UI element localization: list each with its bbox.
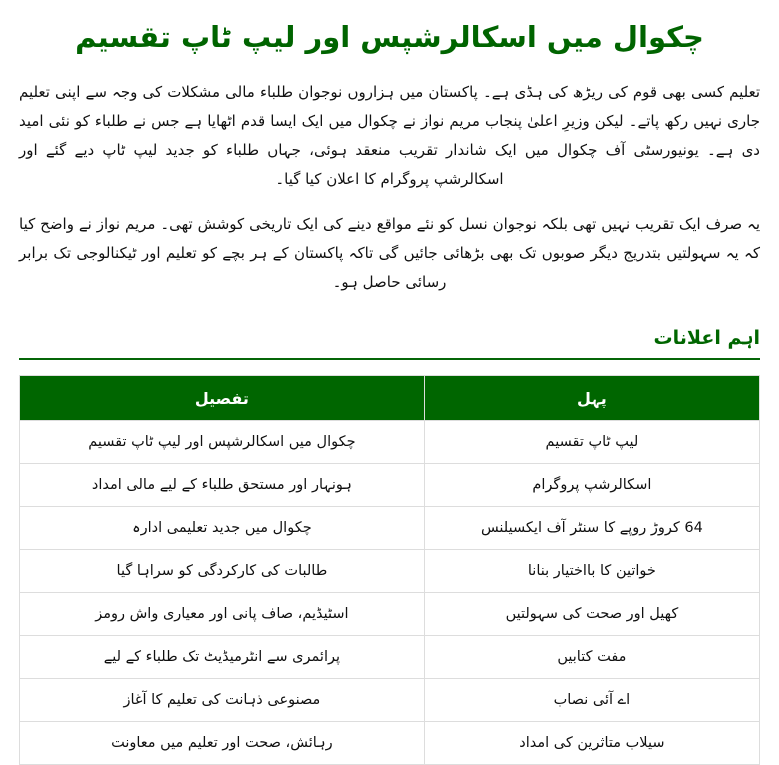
section-heading-announcements: اہم اعلانات <box>19 313 760 360</box>
column-header-detail: تفصیل <box>20 376 425 421</box>
cell-initiative: سیلاب متاثرین کی امداد <box>424 722 759 765</box>
page-title: چکوال میں اسکالرشپس اور لیپ ٹاپ تقسیم <box>75 20 704 54</box>
announcements-table <box>19 375 760 765</box>
table-row <box>20 679 760 722</box>
cell-initiative: لیپ ٹاپ تقسیم <box>424 421 759 464</box>
cell-detail: مصنوعی ذہانت کی تعلیم کا آغاز <box>20 679 425 722</box>
cell-initiative: خواتین کا بااختیار بنانا <box>424 550 759 593</box>
cell-initiative: اے آئی نصاب <box>424 679 759 722</box>
table-row <box>20 550 760 593</box>
cell-initiative: 64 کروڑ روپے کا سنٹر آف ایکسیلنس <box>424 507 759 550</box>
table-row <box>20 722 760 765</box>
table-row <box>20 421 760 464</box>
cell-initiative: مفت کتابیں <box>424 636 759 679</box>
column-header-initiative: پہل <box>424 376 759 421</box>
cell-detail: چکوال میں اسکالرشپس اور لیپ ٹاپ تقسیم <box>20 421 425 464</box>
cell-detail: پرائمری سے انٹرمیڈیٹ تک طلباء کے لیے <box>20 636 425 679</box>
cell-detail: چکوال میں جدید تعلیمی ادارہ <box>20 507 425 550</box>
second-paragraph: یہ صرف ایک تقریب نہیں تھی بلکہ نوجوان نسل کو نئے مواقع دینے کی ایک تاریخی کوشش تھی۔ مریم نواز نے واضح کیا کہ یہ سہولتیں بتدریج دیگر صوبوں تک بھی بڑھائی جائیں گی تاکہ پاکستان کے ہر بچے کو تعلیم اور ٹیکنالوجی تک برابر رسائی حاصل ہو۔ <box>19 215 760 291</box>
intro-paragraph: تعلیم کسی بھی قوم کی ریڑھ کی ہڈی ہے۔ پاکستان میں ہزاروں نوجوان طلباء مالی مشکلات کی وجہ سے اپنی تعلیم جاری نہیں رکھ پاتے۔ لیکن وزیرِ اعلیٰ پنجاب مریم نواز نے چکوال میں ایک ایسا قدم اٹھایا ہے جس نے طلباء کو نئی امید دی ہے۔ یونیورسٹی آف چکوال میں ایک شاندار تقریب منعقد ہوئی، جہاں طلباء کو جدید لیپ ٹاپ دیے گئے اور اسکالرشپ پروگرام کا اعلان کیا گیا۔ <box>19 83 760 188</box>
table-row <box>20 464 760 507</box>
table-body <box>20 421 760 765</box>
cell-detail: ہونہار اور مستحق طلباء کے لیے مالی امداد <box>20 464 425 507</box>
cell-initiative: کھیل اور صحت کی سہولتیں <box>424 593 759 636</box>
table-row <box>20 593 760 636</box>
cell-initiative: اسکالرشپ پروگرام <box>424 464 759 507</box>
table-header <box>20 376 760 421</box>
table-row <box>20 507 760 550</box>
table-row <box>20 636 760 679</box>
cell-detail: طالبات کی کارکردگی کو سراہا گیا <box>20 550 425 593</box>
table-header-row <box>20 376 760 421</box>
cell-detail: اسٹیڈیم، صاف پانی اور معیاری واش رومز <box>20 593 425 636</box>
cell-detail: رہائش، صحت اور تعلیم میں معاونت <box>20 722 425 765</box>
